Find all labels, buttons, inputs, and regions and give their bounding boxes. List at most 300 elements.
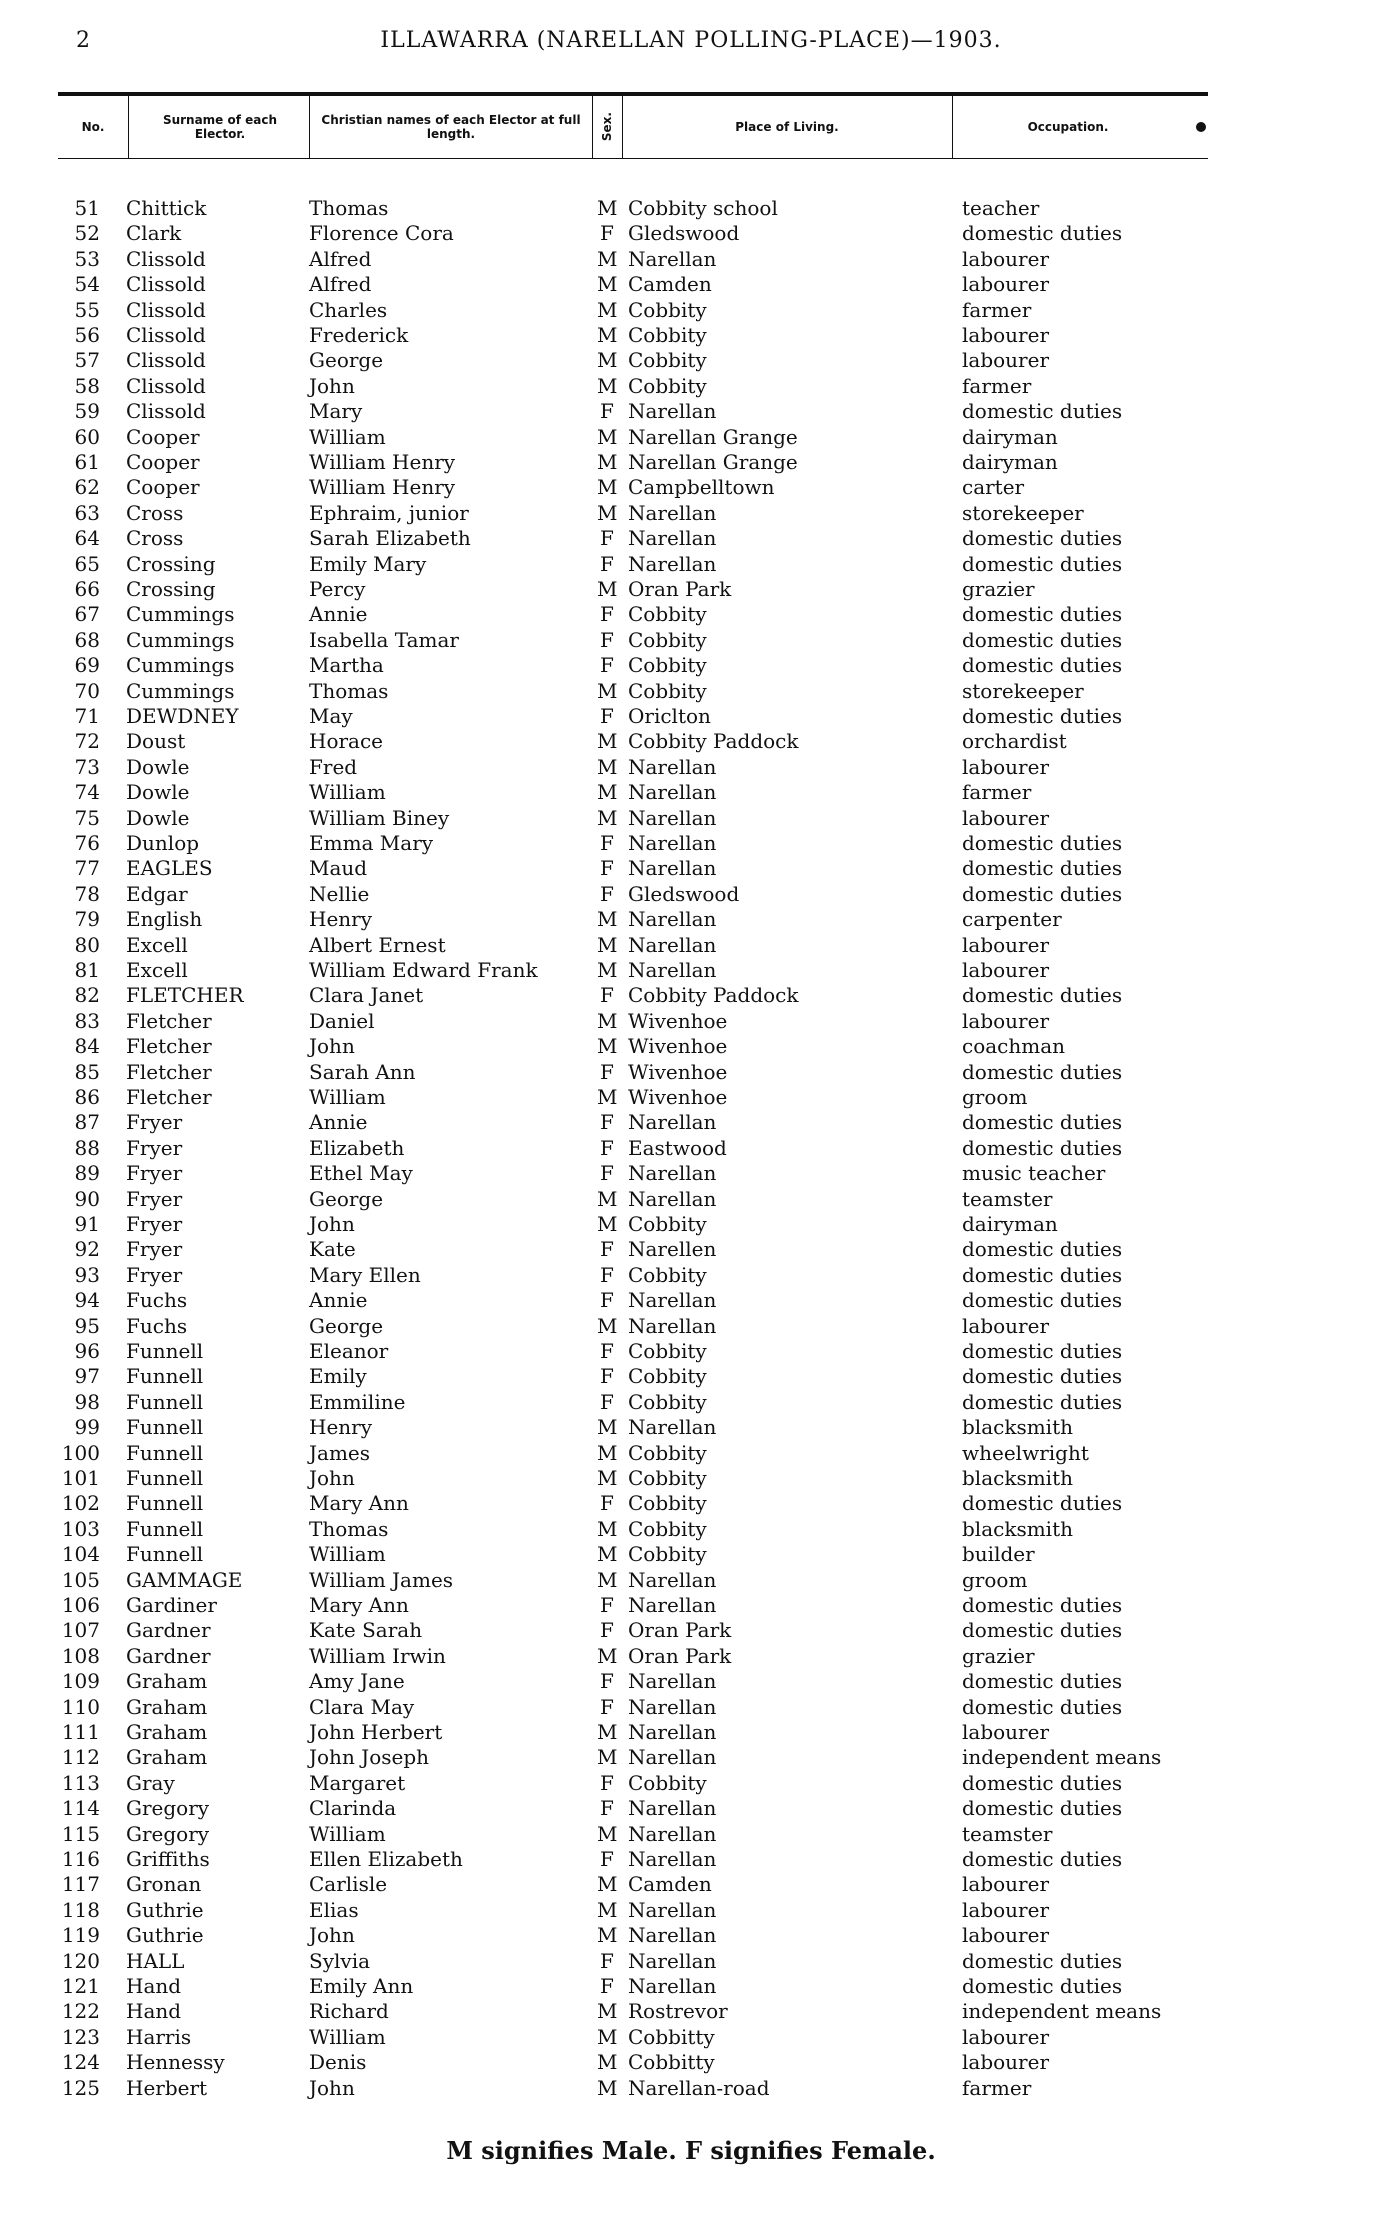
- table-row: [0, 1288, 1382, 1313]
- elector-sex: M: [597, 805, 618, 830]
- elector-surname: Fletcher: [126, 1059, 212, 1084]
- elector-place: Narellan: [628, 1948, 717, 1973]
- table-row: [0, 1771, 1382, 1796]
- elector-surname: Cummings: [126, 627, 235, 652]
- elector-number: 97: [74, 1364, 100, 1389]
- elector-occupation: domestic duties: [962, 526, 1123, 551]
- elector-place: Narellan: [628, 831, 717, 855]
- table-row: [0, 1136, 1382, 1161]
- elector-surname: Cross: [126, 500, 184, 525]
- elector-sex: M: [597, 272, 618, 297]
- elector-surname: Gronan: [126, 1872, 202, 1897]
- elector-number: 72: [74, 729, 100, 754]
- elector-christian-names: Ephraim, junior: [309, 500, 469, 525]
- table-row: [0, 1263, 1382, 1288]
- elector-number: 71: [74, 704, 100, 728]
- table-row: [0, 1923, 1382, 1948]
- elector-christian-names: Ethel May: [309, 1161, 413, 1186]
- elector-number: 114: [61, 1796, 100, 1821]
- table-row: [0, 1999, 1382, 2024]
- elector-occupation: domestic duties: [962, 1618, 1123, 1643]
- column-divider: [309, 94, 310, 158]
- elector-occupation: labourer: [962, 1923, 1050, 1948]
- elector-surname: Clissold: [126, 272, 206, 297]
- elector-sex: M: [597, 780, 618, 805]
- elector-number: 96: [74, 1339, 100, 1363]
- elector-number: 51: [74, 196, 100, 220]
- table-row: [0, 933, 1382, 958]
- elector-surname: Cummings: [126, 653, 235, 678]
- elector-occupation: labourer: [962, 272, 1050, 297]
- elector-sex: M: [597, 1186, 618, 1211]
- elector-surname: Funnell: [126, 1339, 204, 1363]
- elector-number: 86: [74, 1085, 100, 1109]
- elector-sex: M: [597, 1085, 618, 1109]
- elector-place: Narellan: [628, 526, 717, 551]
- elector-sex: F: [600, 1364, 614, 1389]
- elector-occupation: domestic duties: [962, 627, 1123, 652]
- elector-place: Narellan: [628, 958, 717, 982]
- elector-surname: Hennessy: [126, 2050, 225, 2075]
- elector-place: Narellan: [628, 1161, 717, 1186]
- elector-christian-names: Thomas: [309, 1516, 389, 1541]
- elector-occupation: labourer: [962, 1313, 1050, 1338]
- elector-surname: Fletcher: [126, 1085, 212, 1109]
- elector-surname: Gardiner: [126, 1593, 217, 1617]
- elector-place: Narellan: [628, 1974, 717, 1998]
- elector-sex: F: [600, 1262, 614, 1287]
- table-row: [0, 2050, 1382, 2075]
- elector-number: 121: [61, 1974, 100, 1998]
- elector-number: 88: [74, 1135, 100, 1160]
- elector-sex: F: [600, 551, 614, 576]
- elector-number: 82: [74, 983, 100, 1008]
- elector-sex: M: [597, 1415, 618, 1440]
- elector-number: 73: [74, 754, 100, 779]
- elector-occupation: builder: [962, 1542, 1035, 1567]
- elector-occupation: labourer: [962, 2050, 1050, 2075]
- elector-surname: Excell: [126, 932, 188, 957]
- elector-number: 110: [61, 1694, 100, 1719]
- elector-christian-names: Emmiline: [309, 1389, 406, 1414]
- elector-place: Gledswood: [628, 221, 740, 246]
- elector-christian-names: Henry: [309, 907, 373, 932]
- elector-occupation: domestic duties: [962, 1135, 1123, 1160]
- elector-place: Narellan: [628, 1847, 717, 1871]
- elector-christian-names: John: [309, 1034, 355, 1059]
- elector-number: 56: [74, 323, 100, 347]
- header-sex: Sex.: [600, 112, 614, 142]
- elector-sex: M: [597, 1440, 618, 1465]
- table-row: [0, 882, 1382, 907]
- table-row: [0, 399, 1382, 424]
- table-row: [0, 1618, 1382, 1643]
- elector-occupation: independent means: [962, 1999, 1162, 2024]
- elector-sex: F: [600, 1491, 614, 1516]
- elector-place: Cobbity: [628, 1516, 707, 1541]
- elector-surname: Clark: [126, 221, 182, 246]
- elector-place: Narellan: [628, 399, 717, 424]
- elector-occupation: dairyman: [962, 1212, 1058, 1236]
- elector-christian-names: James: [309, 1440, 371, 1465]
- table-row: [0, 1491, 1382, 1516]
- elector-christian-names: Denis: [309, 2050, 367, 2075]
- elector-sex: F: [600, 1161, 614, 1186]
- elector-surname: Fryer: [126, 1110, 183, 1135]
- elector-sex: M: [597, 958, 618, 982]
- elector-sex: F: [600, 1948, 614, 1973]
- elector-place: Narellan: [628, 932, 717, 957]
- elector-occupation: dairyman: [962, 424, 1058, 449]
- elector-occupation: domestic duties: [962, 399, 1123, 424]
- table-row: [0, 552, 1382, 577]
- table-row: [0, 983, 1382, 1008]
- elector-surname: EAGLES: [126, 856, 213, 881]
- elector-occupation: wheelwright: [962, 1440, 1089, 1465]
- elector-number: 83: [74, 1008, 100, 1033]
- elector-surname: Excell: [126, 958, 188, 982]
- table-row: [0, 2076, 1382, 2101]
- elector-sex: M: [597, 1923, 618, 1948]
- elector-occupation: domestic duties: [962, 1847, 1123, 1871]
- elector-number: 52: [74, 221, 100, 246]
- elector-number: 77: [74, 856, 100, 881]
- elector-place: Cobbity: [628, 602, 707, 627]
- elector-occupation: coachman: [962, 1034, 1066, 1059]
- table-row: [0, 1034, 1382, 1059]
- elector-christian-names: Richard: [309, 1999, 389, 2024]
- elector-christian-names: Albert Ernest: [309, 932, 446, 957]
- header-bottom-rule: [58, 158, 1208, 159]
- table-row: [0, 1390, 1382, 1415]
- elector-sex: F: [600, 881, 614, 906]
- elector-place: Narellan: [628, 1796, 717, 1821]
- elector-surname: GAMMAGE: [126, 1567, 243, 1592]
- elector-number: 101: [61, 1466, 100, 1490]
- elector-sex: F: [600, 1974, 614, 1998]
- elector-christian-names: Emily Ann: [309, 1974, 414, 1998]
- elector-sex: M: [597, 1466, 618, 1490]
- ink-dot: [1196, 122, 1206, 132]
- elector-occupation: groom: [962, 1567, 1028, 1592]
- elector-number: 81: [74, 958, 100, 982]
- elector-occupation: carter: [962, 475, 1025, 500]
- elector-christian-names: Alfred: [309, 272, 372, 297]
- elector-sex: M: [597, 1897, 618, 1922]
- elector-sex: M: [597, 348, 618, 373]
- table-row: [0, 1415, 1382, 1440]
- elector-place: Narellan: [628, 1821, 717, 1846]
- elector-sex: M: [597, 1212, 618, 1236]
- elector-christian-names: Alfred: [309, 246, 372, 271]
- table-row: [0, 755, 1382, 780]
- elector-number: 90: [74, 1186, 100, 1211]
- elector-place: Wivenhoe: [628, 1059, 728, 1084]
- elector-place: Cobbity Paddock: [628, 729, 799, 754]
- elector-sex: F: [600, 399, 614, 424]
- elector-place: Cobbity: [628, 1212, 707, 1236]
- elector-sex: M: [597, 1999, 618, 2024]
- elector-number: 94: [74, 1288, 100, 1313]
- elector-occupation: domestic duties: [962, 1110, 1123, 1135]
- elector-surname: Graham: [126, 1745, 208, 1770]
- elector-occupation: teacher: [962, 196, 1040, 220]
- table-row: [0, 1644, 1382, 1669]
- elector-number: 84: [74, 1034, 100, 1059]
- elector-sex: F: [600, 831, 614, 855]
- table-row: [0, 1796, 1382, 1821]
- elector-christian-names: George: [309, 348, 384, 373]
- table-row: [0, 501, 1382, 526]
- table-row: [0, 348, 1382, 373]
- elector-number: 85: [74, 1059, 100, 1084]
- elector-place: Cobbity: [628, 1364, 707, 1389]
- elector-place: Camden: [628, 272, 712, 297]
- elector-surname: Guthrie: [126, 1923, 204, 1948]
- elector-christian-names: William: [309, 780, 386, 805]
- elector-surname: Herbert: [126, 2075, 208, 2100]
- elector-place: Narellan: [628, 1415, 717, 1440]
- elector-number: 70: [74, 678, 100, 703]
- elector-sex: M: [597, 2050, 618, 2075]
- table-row: [0, 628, 1382, 653]
- elector-surname: Gardner: [126, 1643, 211, 1668]
- table-row: [0, 1847, 1382, 1872]
- elector-christian-names: William: [309, 1542, 386, 1567]
- elector-number: 76: [74, 831, 100, 855]
- elector-sex: F: [600, 526, 614, 551]
- elector-surname: Graham: [126, 1694, 208, 1719]
- elector-occupation: labourer: [962, 348, 1050, 373]
- elector-occupation: labourer: [962, 2024, 1050, 2049]
- elector-occupation: domestic duties: [962, 1770, 1123, 1795]
- elector-surname: Graham: [126, 1720, 208, 1744]
- elector-surname: Funnell: [126, 1415, 204, 1440]
- elector-place: Gledswood: [628, 881, 740, 906]
- elector-surname: Fuchs: [126, 1313, 188, 1338]
- elector-surname: Clissold: [126, 348, 206, 373]
- elector-occupation: groom: [962, 1085, 1028, 1109]
- table-row: [0, 1974, 1382, 1999]
- elector-christian-names: William: [309, 1085, 386, 1109]
- elector-christian-names: Elizabeth: [309, 1135, 405, 1160]
- elector-christian-names: John: [309, 1466, 355, 1490]
- elector-number: 55: [74, 297, 100, 322]
- elector-surname: Fletcher: [126, 1008, 212, 1033]
- elector-surname: Gregory: [126, 1796, 210, 1821]
- elector-sex: M: [597, 577, 618, 601]
- elector-place: Cobbity: [628, 1542, 707, 1567]
- elector-place: Narellan: [628, 1923, 717, 1948]
- elector-number: 125: [61, 2075, 100, 2100]
- elector-occupation: domestic duties: [962, 551, 1123, 576]
- table-row: [0, 1822, 1382, 1847]
- elector-occupation: domestic duties: [962, 1593, 1123, 1617]
- table-row: [0, 1237, 1382, 1262]
- table-row: [0, 425, 1382, 450]
- elector-occupation: teamster: [962, 1186, 1053, 1211]
- elector-surname: Hand: [126, 1999, 182, 2024]
- elector-number: 60: [74, 424, 100, 449]
- elector-occupation: storekeeper: [962, 500, 1084, 525]
- elector-place: Cobbity: [628, 323, 707, 347]
- elector-number: 67: [74, 602, 100, 627]
- elector-occupation: domestic duties: [962, 856, 1123, 881]
- elector-occupation: independent means: [962, 1745, 1162, 1770]
- table-row: [0, 475, 1382, 500]
- elector-christian-names: Maud: [309, 856, 368, 881]
- elector-occupation: labourer: [962, 323, 1050, 347]
- elector-place: Cobbity: [628, 348, 707, 373]
- elector-place: Cobbity: [628, 1440, 707, 1465]
- table-row: [0, 1517, 1382, 1542]
- elector-christian-names: William: [309, 2024, 386, 2049]
- elector-place: Cobbity: [628, 297, 707, 322]
- elector-number: 104: [61, 1542, 100, 1567]
- elector-place: Wivenhoe: [628, 1034, 728, 1059]
- table-row: [0, 958, 1382, 983]
- elector-place: Cobbity: [628, 1466, 707, 1490]
- elector-christian-names: John Herbert: [309, 1720, 443, 1744]
- elector-number: 120: [61, 1948, 100, 1973]
- elector-surname: Crossing: [126, 551, 216, 576]
- elector-christian-names: Mary Ellen: [309, 1262, 421, 1287]
- elector-occupation: domestic duties: [962, 1364, 1123, 1389]
- elector-sex: F: [600, 983, 614, 1008]
- elector-sex: M: [597, 1034, 618, 1059]
- elector-place: Narellan: [628, 754, 717, 779]
- elector-surname: Clissold: [126, 323, 206, 347]
- elector-sex: M: [597, 475, 618, 500]
- elector-sex: F: [600, 1669, 614, 1694]
- elector-sex: M: [597, 1643, 618, 1668]
- elector-christian-names: William Biney: [309, 805, 450, 830]
- elector-christian-names: Frederick: [309, 323, 409, 347]
- elector-occupation: labourer: [962, 1897, 1050, 1922]
- elector-place: Cobbity: [628, 1339, 707, 1363]
- elector-surname: Cummings: [126, 678, 235, 703]
- table-row: [0, 1187, 1382, 1212]
- elector-christian-names: Annie: [309, 1288, 368, 1313]
- elector-surname: Dowle: [126, 780, 190, 805]
- elector-christian-names: William James: [309, 1567, 454, 1592]
- table-row: [0, 704, 1382, 729]
- elector-christian-names: Emma Mary: [309, 831, 434, 855]
- elector-surname: Gregory: [126, 1821, 210, 1846]
- table-row: [0, 1745, 1382, 1770]
- elector-christian-names: William: [309, 424, 386, 449]
- elector-occupation: labourer: [962, 1720, 1050, 1744]
- elector-number: 105: [61, 1567, 100, 1592]
- elector-surname: Cross: [126, 526, 184, 551]
- elector-christian-names: George: [309, 1186, 384, 1211]
- header-occupation: Occupation.: [1027, 120, 1109, 134]
- elector-christian-names: Daniel: [309, 1008, 375, 1033]
- elector-christian-names: Carlisle: [309, 1872, 388, 1897]
- elector-surname: Fryer: [126, 1161, 183, 1186]
- table-row: [0, 1441, 1382, 1466]
- elector-christian-names: Ellen Elizabeth: [309, 1847, 463, 1871]
- elector-surname: Gardner: [126, 1618, 211, 1643]
- elector-occupation: blacksmith: [962, 1415, 1073, 1440]
- elector-surname: Cooper: [126, 475, 200, 500]
- table-row: [0, 1898, 1382, 1923]
- elector-place: Campbelltown: [628, 475, 775, 500]
- elector-place: Narellan Grange: [628, 450, 798, 474]
- elector-place: Oran Park: [628, 1643, 732, 1668]
- column-divider: [128, 94, 129, 158]
- elector-surname: Hand: [126, 1974, 182, 1998]
- elector-sex: M: [597, 450, 618, 474]
- elector-number: 80: [74, 932, 100, 957]
- elector-occupation: dairyman: [962, 450, 1058, 474]
- elector-occupation: labourer: [962, 1008, 1050, 1033]
- elector-sex: M: [597, 907, 618, 932]
- elector-occupation: domestic duties: [962, 1059, 1123, 1084]
- elector-christian-names: Clara Janet: [309, 983, 424, 1008]
- elector-sex: M: [597, 1821, 618, 1846]
- elector-christian-names: Horace: [309, 729, 384, 754]
- elector-christian-names: John: [309, 373, 355, 398]
- elector-number: 65: [74, 551, 100, 576]
- elector-number: 66: [74, 577, 100, 601]
- elector-number: 53: [74, 246, 100, 271]
- elector-sex: F: [600, 856, 614, 881]
- elector-occupation: labourer: [962, 1872, 1050, 1897]
- elector-place: Oran Park: [628, 1618, 732, 1643]
- elector-christian-names: Emily: [309, 1364, 367, 1389]
- elector-number: 123: [61, 2024, 100, 2049]
- elector-surname: Cooper: [126, 424, 200, 449]
- table-row: [0, 272, 1382, 297]
- elector-number: 68: [74, 627, 100, 652]
- table-row: [0, 247, 1382, 272]
- elector-number: 108: [61, 1643, 100, 1668]
- elector-number: 112: [61, 1745, 100, 1770]
- elector-christian-names: Amy Jane: [309, 1669, 405, 1694]
- elector-occupation: storekeeper: [962, 678, 1084, 703]
- elector-place: Camden: [628, 1872, 712, 1897]
- elector-surname: Dunlop: [126, 831, 200, 855]
- elector-christian-names: Thomas: [309, 196, 389, 220]
- table-row: [0, 1593, 1382, 1618]
- table-row: [0, 1364, 1382, 1389]
- elector-place: Narellan-road: [628, 2075, 770, 2100]
- elector-surname: FLETCHER: [126, 983, 244, 1008]
- elector-surname: Funnell: [126, 1466, 204, 1490]
- elector-sex: M: [597, 1872, 618, 1897]
- elector-occupation: domestic duties: [962, 1694, 1123, 1719]
- elector-christian-names: Thomas: [309, 678, 389, 703]
- elector-occupation: domestic duties: [962, 1262, 1123, 1287]
- elector-place: Narellen: [628, 1237, 717, 1262]
- elector-occupation: labourer: [962, 754, 1050, 779]
- elector-place: Narellan: [628, 1745, 717, 1770]
- elector-occupation: domestic duties: [962, 602, 1123, 627]
- elector-number: 107: [61, 1618, 100, 1643]
- elector-sex: M: [597, 754, 618, 779]
- elector-sex: F: [600, 1135, 614, 1160]
- elector-occupation: domestic duties: [962, 983, 1123, 1008]
- header-no: No.: [81, 120, 105, 134]
- table-row: [0, 831, 1382, 856]
- elector-christian-names: Fred: [309, 754, 358, 779]
- elector-occupation: domestic duties: [962, 221, 1123, 246]
- elector-sex: M: [597, 729, 618, 754]
- elector-place: Narellan Grange: [628, 424, 798, 449]
- table-row: [0, 526, 1382, 551]
- elector-christian-names: Percy: [309, 577, 366, 601]
